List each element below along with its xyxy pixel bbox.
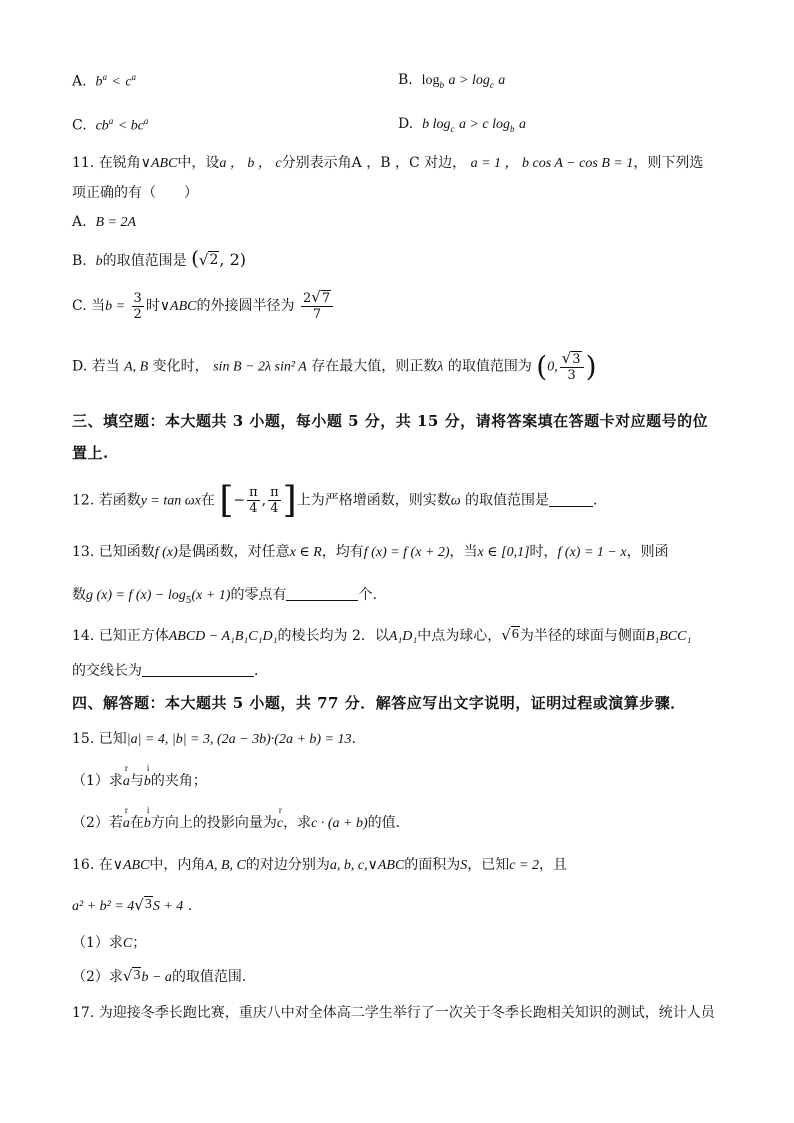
q11-stem: 11. 在锐角∨ABC中，设a ， b ， c分别表示角A ，B ，C 对边， a = 1 ， b cos A − cos B = 1，则下列选 — [72, 155, 704, 171]
q15-part1: （1）求r a与i b的夹角； — [72, 770, 207, 790]
q17: 17. 为迎接冬季长跑比赛，重庆八中对全体高二学生举行了一次关于冬季长跑相关知识的测试，统计人员 — [72, 1005, 715, 1021]
q10-option-b: B. $\log_b a > \log_c a$ — [398, 72, 506, 90]
q11-option-a: A. B = 2A — [72, 214, 137, 230]
fraction: $\frac{3}{2}$ — [133, 290, 142, 322]
q16-equation: a² + b² = 4 √ 3 S + 4 . — [72, 896, 193, 914]
section-3-heading-cont: 置上. — [72, 444, 109, 462]
section-4-heading: 四、解答题：本大题共 5 小题，共 77 分．解答应写出文字说明，证明过程或演算步骤． — [72, 694, 686, 712]
q11-option-b: B. b的取值范围是 ( √ 2 , 2) — [72, 246, 246, 270]
q10-option-c: C. $cb^a < bc^a$ — [72, 116, 149, 134]
q11-option-d: D. 若当 A, B 变化时， sin B − 2λ sin² A 存在最大值，则正数λ 的取值范围为 (0, √ 3 3 ) — [72, 348, 597, 383]
q14: 14. 已知正方体ABCD − A₁B₁C₁D₁的棱长均为 2．以A₁D₁中点为球心， √ 6 为半径的球面与侧面B₁BCC₁ — [72, 626, 692, 644]
section-3-heading: 三、填空题：本大题共 3 小题，每小题 5 分，共 15 分，请将答案填在答题卡对应题号的位 — [72, 412, 709, 430]
q12: 12. 若函数y = tan ωx在 [− $\frac{\pi}{4}$ , $\frac{\pi}{4}$ ]上为严格增函数，则实数ω 的取值范围是 . — [72, 480, 598, 521]
q10-option-a: A. $b^a < c^a$ — [72, 72, 137, 90]
sqrt-symbol: √ 2 — [198, 251, 219, 269]
q13-cont: 数g (x) = f $(x) - \log_5(x + 1)$的零点有 个. — [72, 587, 377, 606]
answer-blank[interactable] — [549, 492, 593, 507]
q15-part2: （2）若r a在i b方向上的投影向量为r c，求c · (a + b)的值. — [72, 812, 400, 832]
q16: 16. 在∨ABC中，内角A, B, C的对边分别为a, b, c,∨ABC的面积为S，已知c = 2，且 — [72, 857, 567, 873]
answer-blank[interactable] — [142, 662, 254, 677]
q13: 13. 已知函数f (x)是偶函数，对任意x ∈ R，均有f (x) = f (x + 2)，当x ∈ [0,1]时，f (x) = 1 − x，则函 — [72, 544, 669, 560]
q10-option-d: D. b $\log_c a > c$ $\log_b a$ — [398, 116, 526, 134]
fraction: 2 √ 7 7 — [301, 290, 333, 322]
q16-part1: （1）求C； — [72, 935, 147, 951]
q15: 15. 已知|a| = 4, |b| = 3, (2a − 3b)·(2a + b) = 13. — [72, 731, 356, 747]
q16-part2: （2）求 √ 3 b − a的取值范围. — [72, 967, 247, 985]
q11-stem-cont: 项正确的有（ ） — [72, 185, 198, 201]
q11-option-c: C. 当b = $\frac{3}{2}$ 时∨ABC的外接圆半径为 2 √ 7 7 — [72, 290, 335, 322]
q14-cont: 的交线长为 ． — [72, 663, 268, 679]
answer-blank[interactable] — [286, 586, 358, 601]
